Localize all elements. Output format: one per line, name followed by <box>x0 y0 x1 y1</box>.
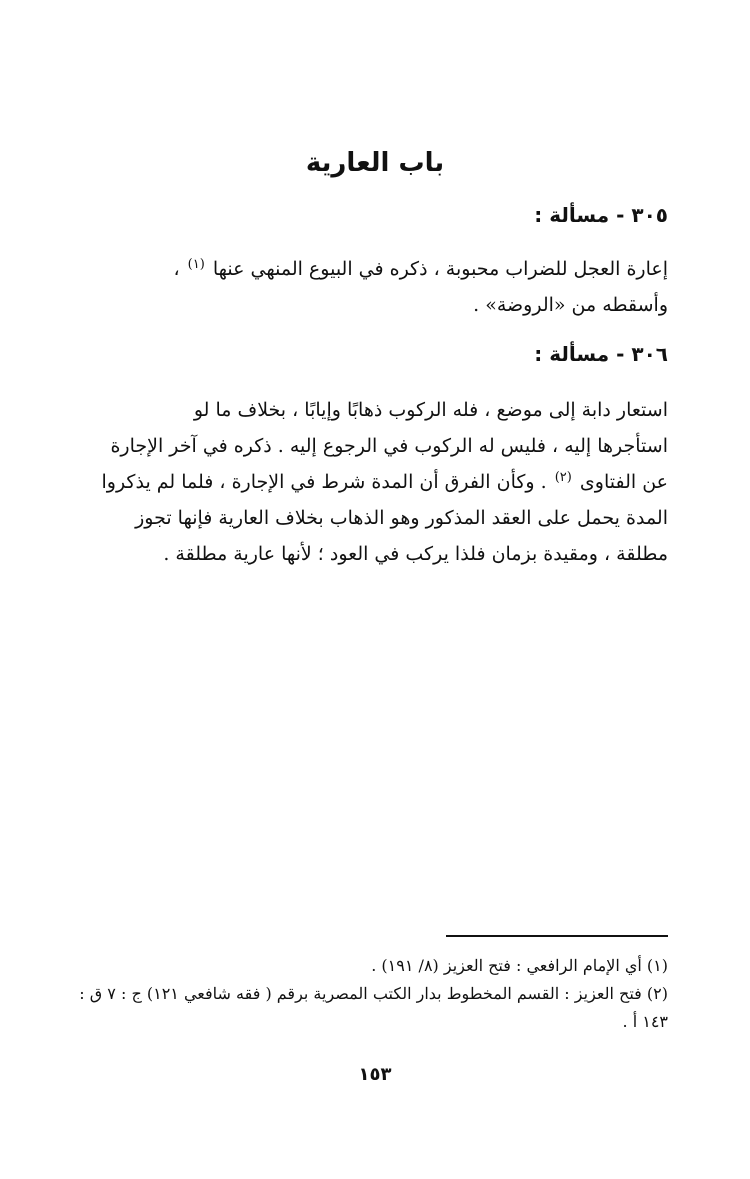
text-line: وأسقطه من «الروضة» . <box>473 294 668 316</box>
footnote-ref-1: (١) <box>187 256 205 272</box>
text-line-tail: ، <box>173 258 180 280</box>
text-line <box>82 464 668 500</box>
text-line: المدة يحمل على العقد المذكور وهو الذهاب بخلاف العارية فإنها تجوز <box>135 507 668 529</box>
text-line: استأجرها إليه ، فليس له الركوب في الرجوع إليه . ذكره في آخر الإجارة <box>110 435 668 457</box>
chapter-title: باب العارية <box>305 148 445 178</box>
issue-heading-305: ٣٠٥ - مسألة : <box>534 203 668 227</box>
page-number: ١٥٣ <box>358 1064 392 1085</box>
text-line-content: إعارة العجل للضراب محبوبة ، ذكره في البيوع المنهي عنها <box>212 258 668 280</box>
text-line <box>82 251 668 287</box>
text-line: استعار دابة إلى موضع ، فله الركوب ذهابًا وإيابًا ، بخلاف ما لو <box>193 399 668 421</box>
footnote-2-continued: ١٤٣ أ . <box>622 1012 668 1031</box>
text-line: مطلقة ، ومقيدة بزمان فلذا يركب في العود ؛ لأنها عارية مطلقة . <box>163 543 668 565</box>
footnote-2: (٢) فتح العزيز : القسم المخطوط بدار الكتب المصرية برقم ( فقه شافعي ١٢١) ج : ٧ ق : <box>79 984 668 1003</box>
issue-305-text <box>82 251 668 323</box>
issue-heading-306: ٣٠٦ - مسألة : <box>534 342 668 366</box>
text-line-content: عن الفتاوى <box>579 471 668 493</box>
text-line-tail: . وكأن الفرق أن المدة شرط في الإجارة ، فلما لم يذكروا <box>101 471 547 493</box>
issue-306-text <box>82 392 668 572</box>
footnote-divider <box>446 935 668 937</box>
footnotes <box>75 952 668 1036</box>
footnote-1: (١) أي الإمام الرافعي : فتح العزيز (٨/ ١٩١) . <box>371 956 668 975</box>
footnote-ref-2: (٢) <box>554 469 572 485</box>
